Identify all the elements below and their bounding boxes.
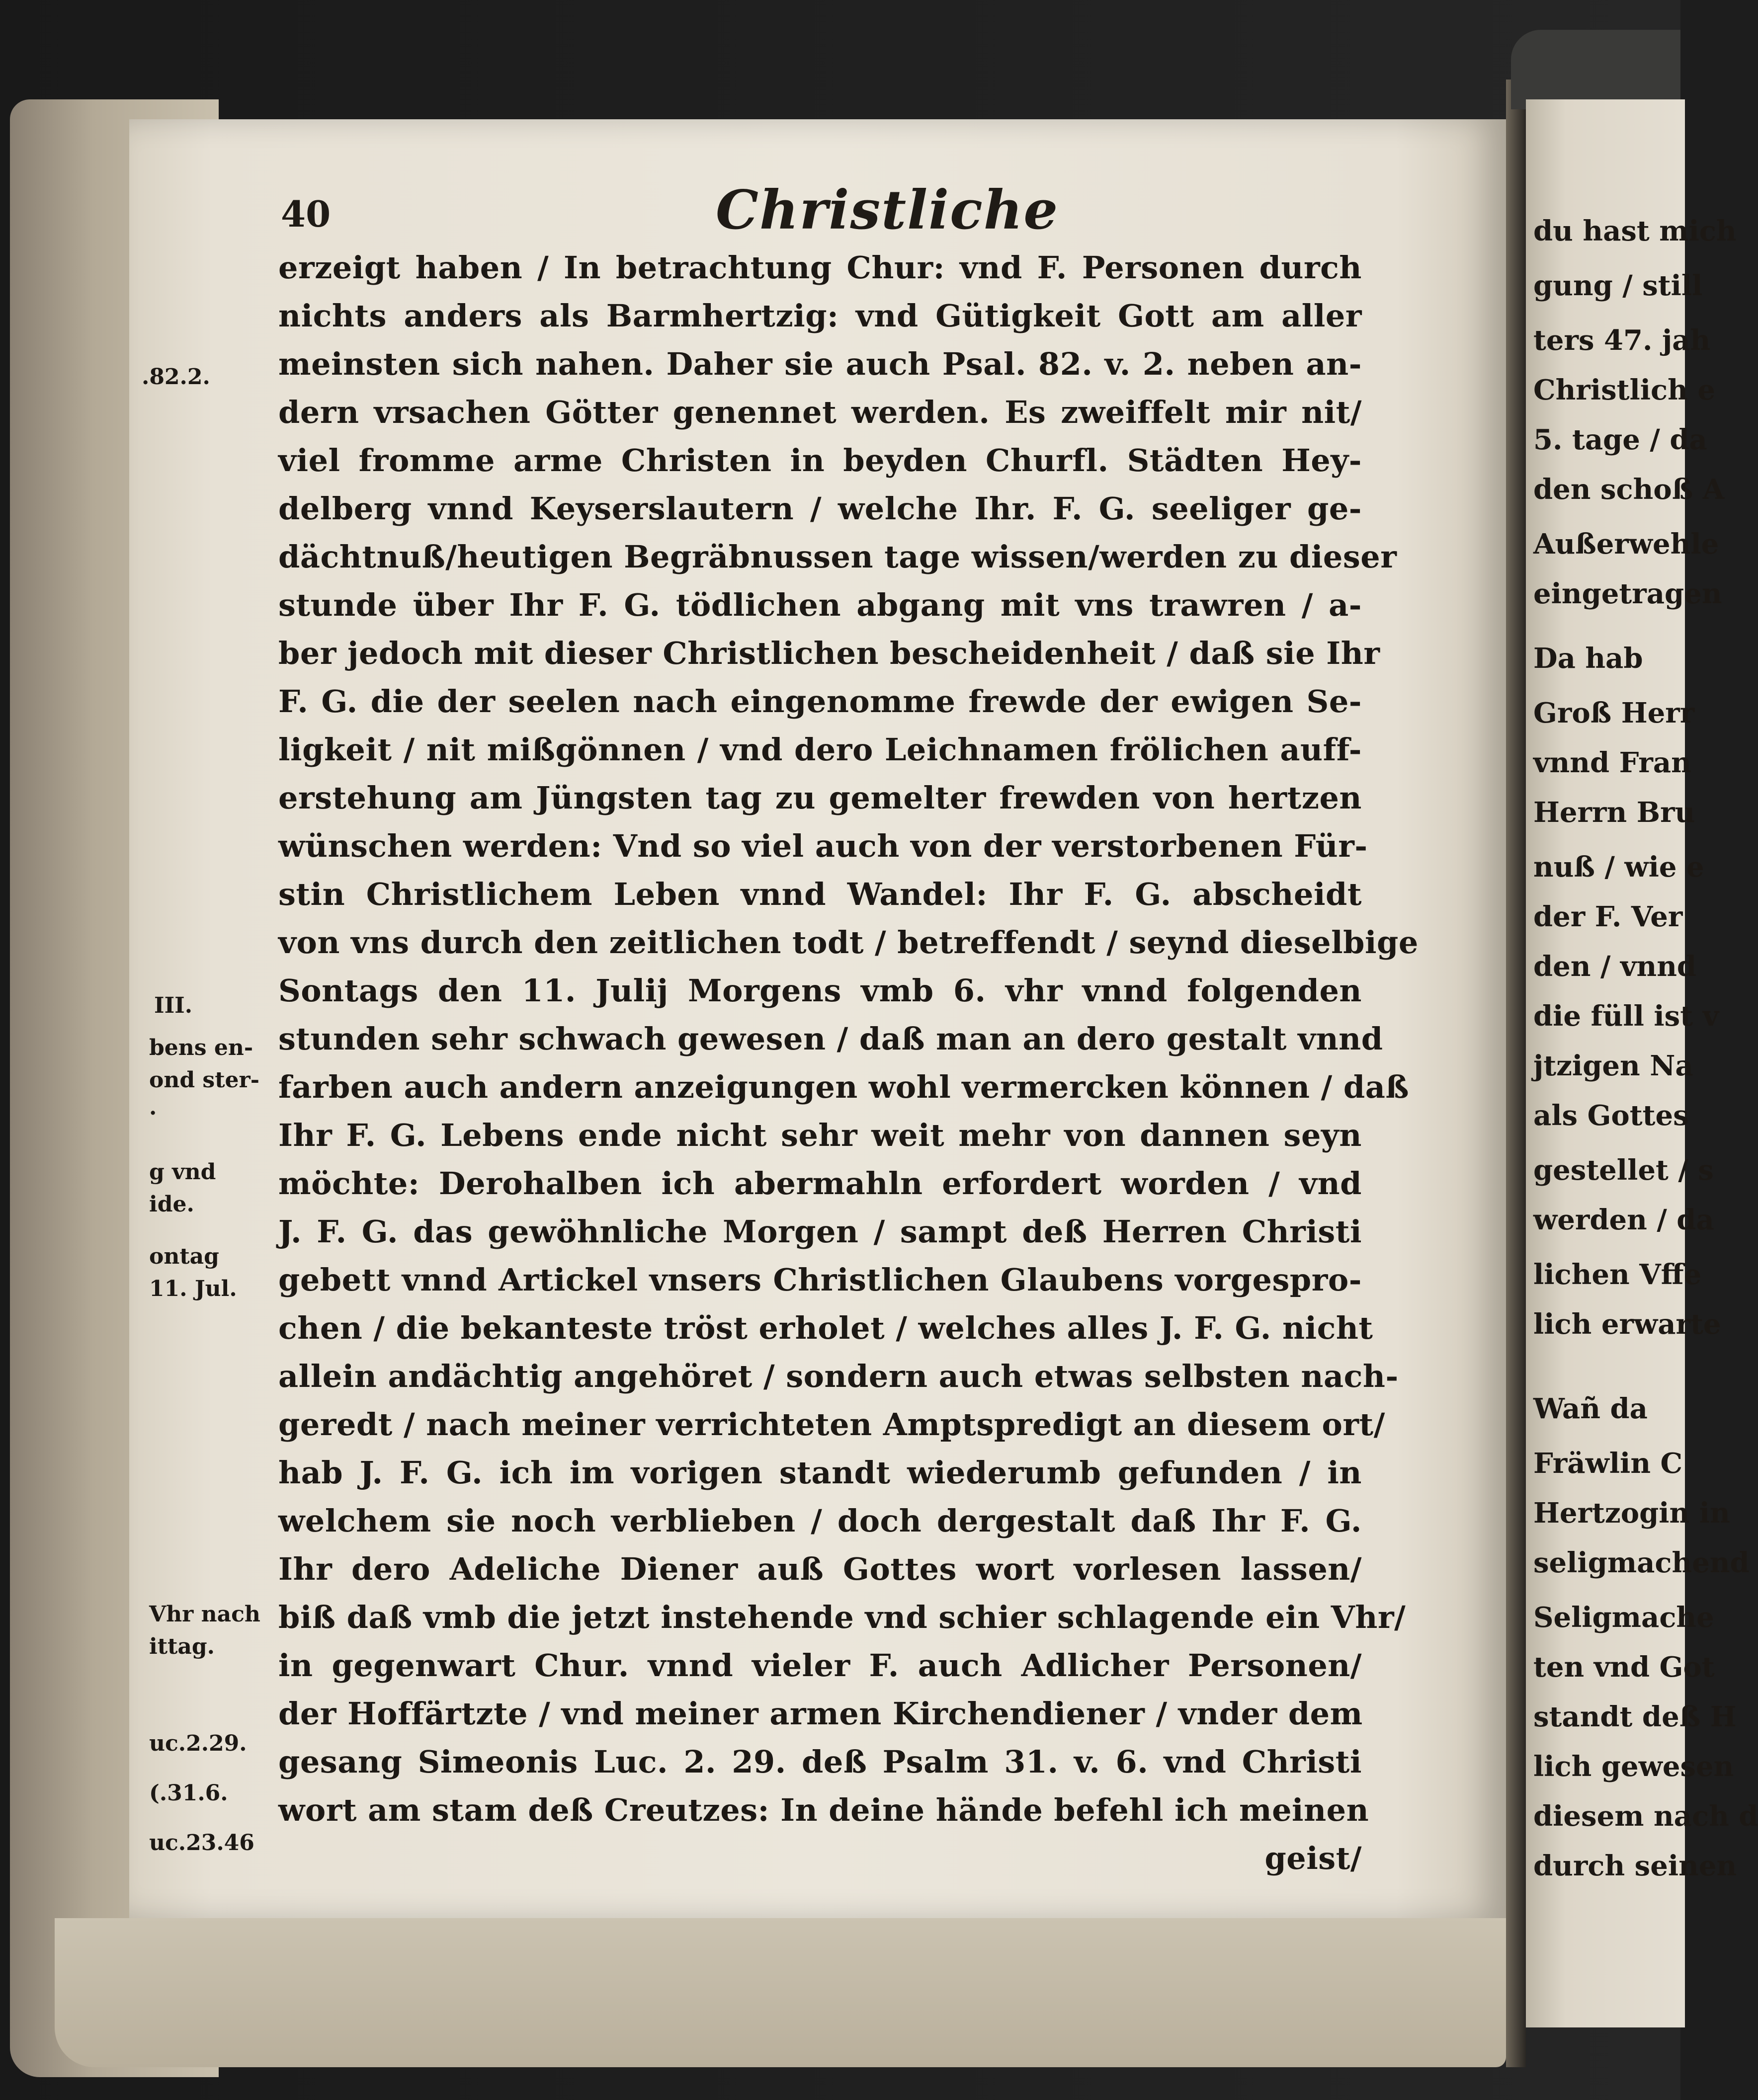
text-line: wort am stam deß Creutzes: In deine hände befehl ich meinen (278, 1792, 1369, 1828)
right-page-line: gestellet / s (1533, 1154, 1714, 1187)
right-page-line: Christlich e (1533, 374, 1715, 406)
right-page-line: werden / da (1533, 1204, 1714, 1236)
text-line-catchword: geist/ (1264, 1840, 1362, 1876)
right-page-line: Wañ da (1533, 1392, 1648, 1425)
text-line: dern vrsachen Götter genennet werden. Es zweiffelt mir nit/ (278, 394, 1362, 430)
text-line: delberg vnnd Keyserslautern / welche Ihr. F. G. seeliger ge- (278, 490, 1362, 527)
text-line: erstehung am Jüngsten tag zu gemelter frewden von hertzen (278, 780, 1362, 816)
text-line: meinsten sich nahen. Daher sie auch Psal. 82. v. 2. neben an- (278, 346, 1362, 382)
body-text (278, 243, 1419, 1882)
text-line: allein andächtig angehöret / sondern auch etwas selbsten nach- (278, 1358, 1399, 1394)
text-line: Ihr F. G. Lebens ende nicht sehr weit mehr von dannen seyn (278, 1117, 1362, 1153)
right-page-line: standt deß H (1533, 1700, 1737, 1733)
right-page-line: jtzigen Na (1533, 1050, 1693, 1082)
right-page-line: vnnd Fran (1533, 746, 1691, 779)
text-line: Ihr dero Adeliche Diener auß Gottes wort vorlesen lassen/ (278, 1551, 1362, 1587)
right-page-line: der F. Ver (1533, 900, 1683, 933)
right-page-line: 5. tage / da (1533, 423, 1707, 456)
right-page-line: als Gottes (1533, 1099, 1689, 1132)
text-line: der Hoffärtzte / vnd meiner armen Kirchendiener / vnder dem (278, 1696, 1363, 1732)
right-page-line: Außerwehle (1533, 528, 1719, 561)
margin-note: III. (154, 993, 193, 1018)
right-page-line: Fräwlin C (1533, 1447, 1683, 1480)
right-page-line: den / vnnd (1533, 950, 1697, 983)
text-line: gesang Simeonis Luc. 2. 29. deß Psalm 31. v. 6. vnd Christi (278, 1744, 1362, 1780)
right-page-line: Groß Herr (1533, 697, 1695, 729)
margin-note: uc.2.29. (149, 1731, 247, 1756)
right-page-line: seligmachend (1533, 1546, 1750, 1579)
text-line: farben auch andern anzeigungen wohl vermercken können / daß (278, 1069, 1409, 1105)
margin-note: ontag (149, 1244, 219, 1269)
right-page-line: eingetragen (1533, 577, 1722, 610)
margin-note: ittag. (149, 1634, 215, 1659)
text-line: Sontags den 11. Julij Morgens vmb 6. vhr vnnd folgenden (278, 972, 1362, 1009)
book-gutter (1506, 80, 1526, 2067)
text-line: ber jedoch mit dieser Christlichen bescheidenheit / daß sie Ihr (278, 635, 1380, 671)
margin-note: ond ster- (149, 1067, 259, 1093)
text-line: stin Christlichem Leben vnnd Wandel: Ihr F. G. abscheidt (278, 876, 1362, 912)
right-page-cover (1511, 30, 1680, 109)
right-page-line: du hast mich (1533, 215, 1737, 247)
text-line: von vns durch den zeitlichen todt / betreffendt / seynd dieselbige (278, 924, 1419, 961)
text-line: F. G. die der seelen nach eingenomme frewde der ewigen Se- (278, 683, 1362, 720)
text-line: biß daß vmb die jetzt instehende vnd schier schlagende ein Vhr/ (278, 1599, 1406, 1635)
right-page-line: Herrn Bru (1533, 796, 1695, 829)
text-line: chen / die bekanteste tröst erholet / welches alles J. F. G. nicht (278, 1310, 1373, 1346)
right-page-line: ten vnd Got (1533, 1651, 1715, 1684)
right-page-line: nuß / wie e (1533, 851, 1704, 884)
text-line: erzeigt haben / In betrachtung Chur: vnd F. Personen durch (278, 249, 1362, 286)
running-head: Christliche (716, 179, 1059, 242)
text-line: stunden sehr schwach gewesen / daß man an dero gestalt vnnd (278, 1021, 1383, 1057)
text-line: J. F. G. das gewöhnliche Morgen / sampt deß Herren Christi (278, 1213, 1362, 1250)
margin-note: .82.2. (142, 364, 210, 390)
right-page-line: durch seinen (1533, 1850, 1737, 1882)
margin-note: bens en- (149, 1035, 253, 1060)
right-page-line: Da hab (1533, 642, 1643, 675)
text-line: stunde über Ihr F. G. tödlichen abgang mit vns trawren / a- (278, 587, 1362, 623)
margin-note: . (149, 1095, 157, 1120)
text-line: nichts anders als Barmhertzig: vnd Gütigkeit Gott am aller (278, 298, 1362, 334)
text-line: gebett vnnd Artickel vnsers Christlichen Glaubens vorgespro- (278, 1262, 1362, 1298)
right-page-line: die füll ist v (1533, 1000, 1719, 1033)
right-page-line: gung / still (1533, 269, 1703, 302)
text-line: geredt / nach meiner verrichteten Amptspredigt an diesem ort/ (278, 1406, 1385, 1443)
right-page-line: ters 47. jah (1533, 324, 1711, 357)
right-page-line: Seligmache (1533, 1601, 1714, 1634)
text-line: in gegenwart Chur. vnnd vieler F. auch Adlicher Personen/ (278, 1647, 1362, 1684)
right-page-line: diesem nach d (1533, 1800, 1758, 1833)
page-lower-edge (55, 1918, 1506, 2067)
margin-note: (.31.6. (149, 1780, 228, 1806)
right-page-line: lich erwarte (1533, 1308, 1721, 1341)
text-line: wünschen werden: Vnd so viel auch von der verstorbenen Für- (278, 828, 1368, 864)
margin-note: Vhr nach (149, 1602, 260, 1627)
text-line: viel fromme arme Christen in beyden Churfl. Städten Hey- (278, 442, 1362, 479)
text-line: dächtnuß/heutigen Begräbnussen tage wissen/werden zu dieser (278, 539, 1397, 575)
right-page-line: lich gewesen (1533, 1750, 1734, 1783)
margin-note: 11. Jul. (149, 1276, 237, 1301)
text-line: möchte: Derohalben ich abermahln erfordert worden / vnd (278, 1165, 1362, 1202)
text-line: ligkeit / nit mißgönnen / vnd dero Leichnamen frölichen auff- (278, 731, 1362, 768)
right-page-line: Hertzogin in (1533, 1497, 1730, 1530)
text-line: welchem sie noch verblieben / doch dergestalt daß Ihr F. G. (278, 1503, 1362, 1539)
right-page-line: den schoß A (1533, 473, 1725, 506)
right-page-line: lichen Vffe (1533, 1258, 1702, 1291)
text-line: hab J. F. G. ich im vorigen standt wiederumb gefunden / in (278, 1454, 1362, 1491)
page-number: 40 (281, 193, 331, 235)
margin-note: g vnd (149, 1159, 216, 1185)
margin-note: ide. (149, 1192, 194, 1217)
margin-note: uc.23.46 (149, 1830, 254, 1856)
